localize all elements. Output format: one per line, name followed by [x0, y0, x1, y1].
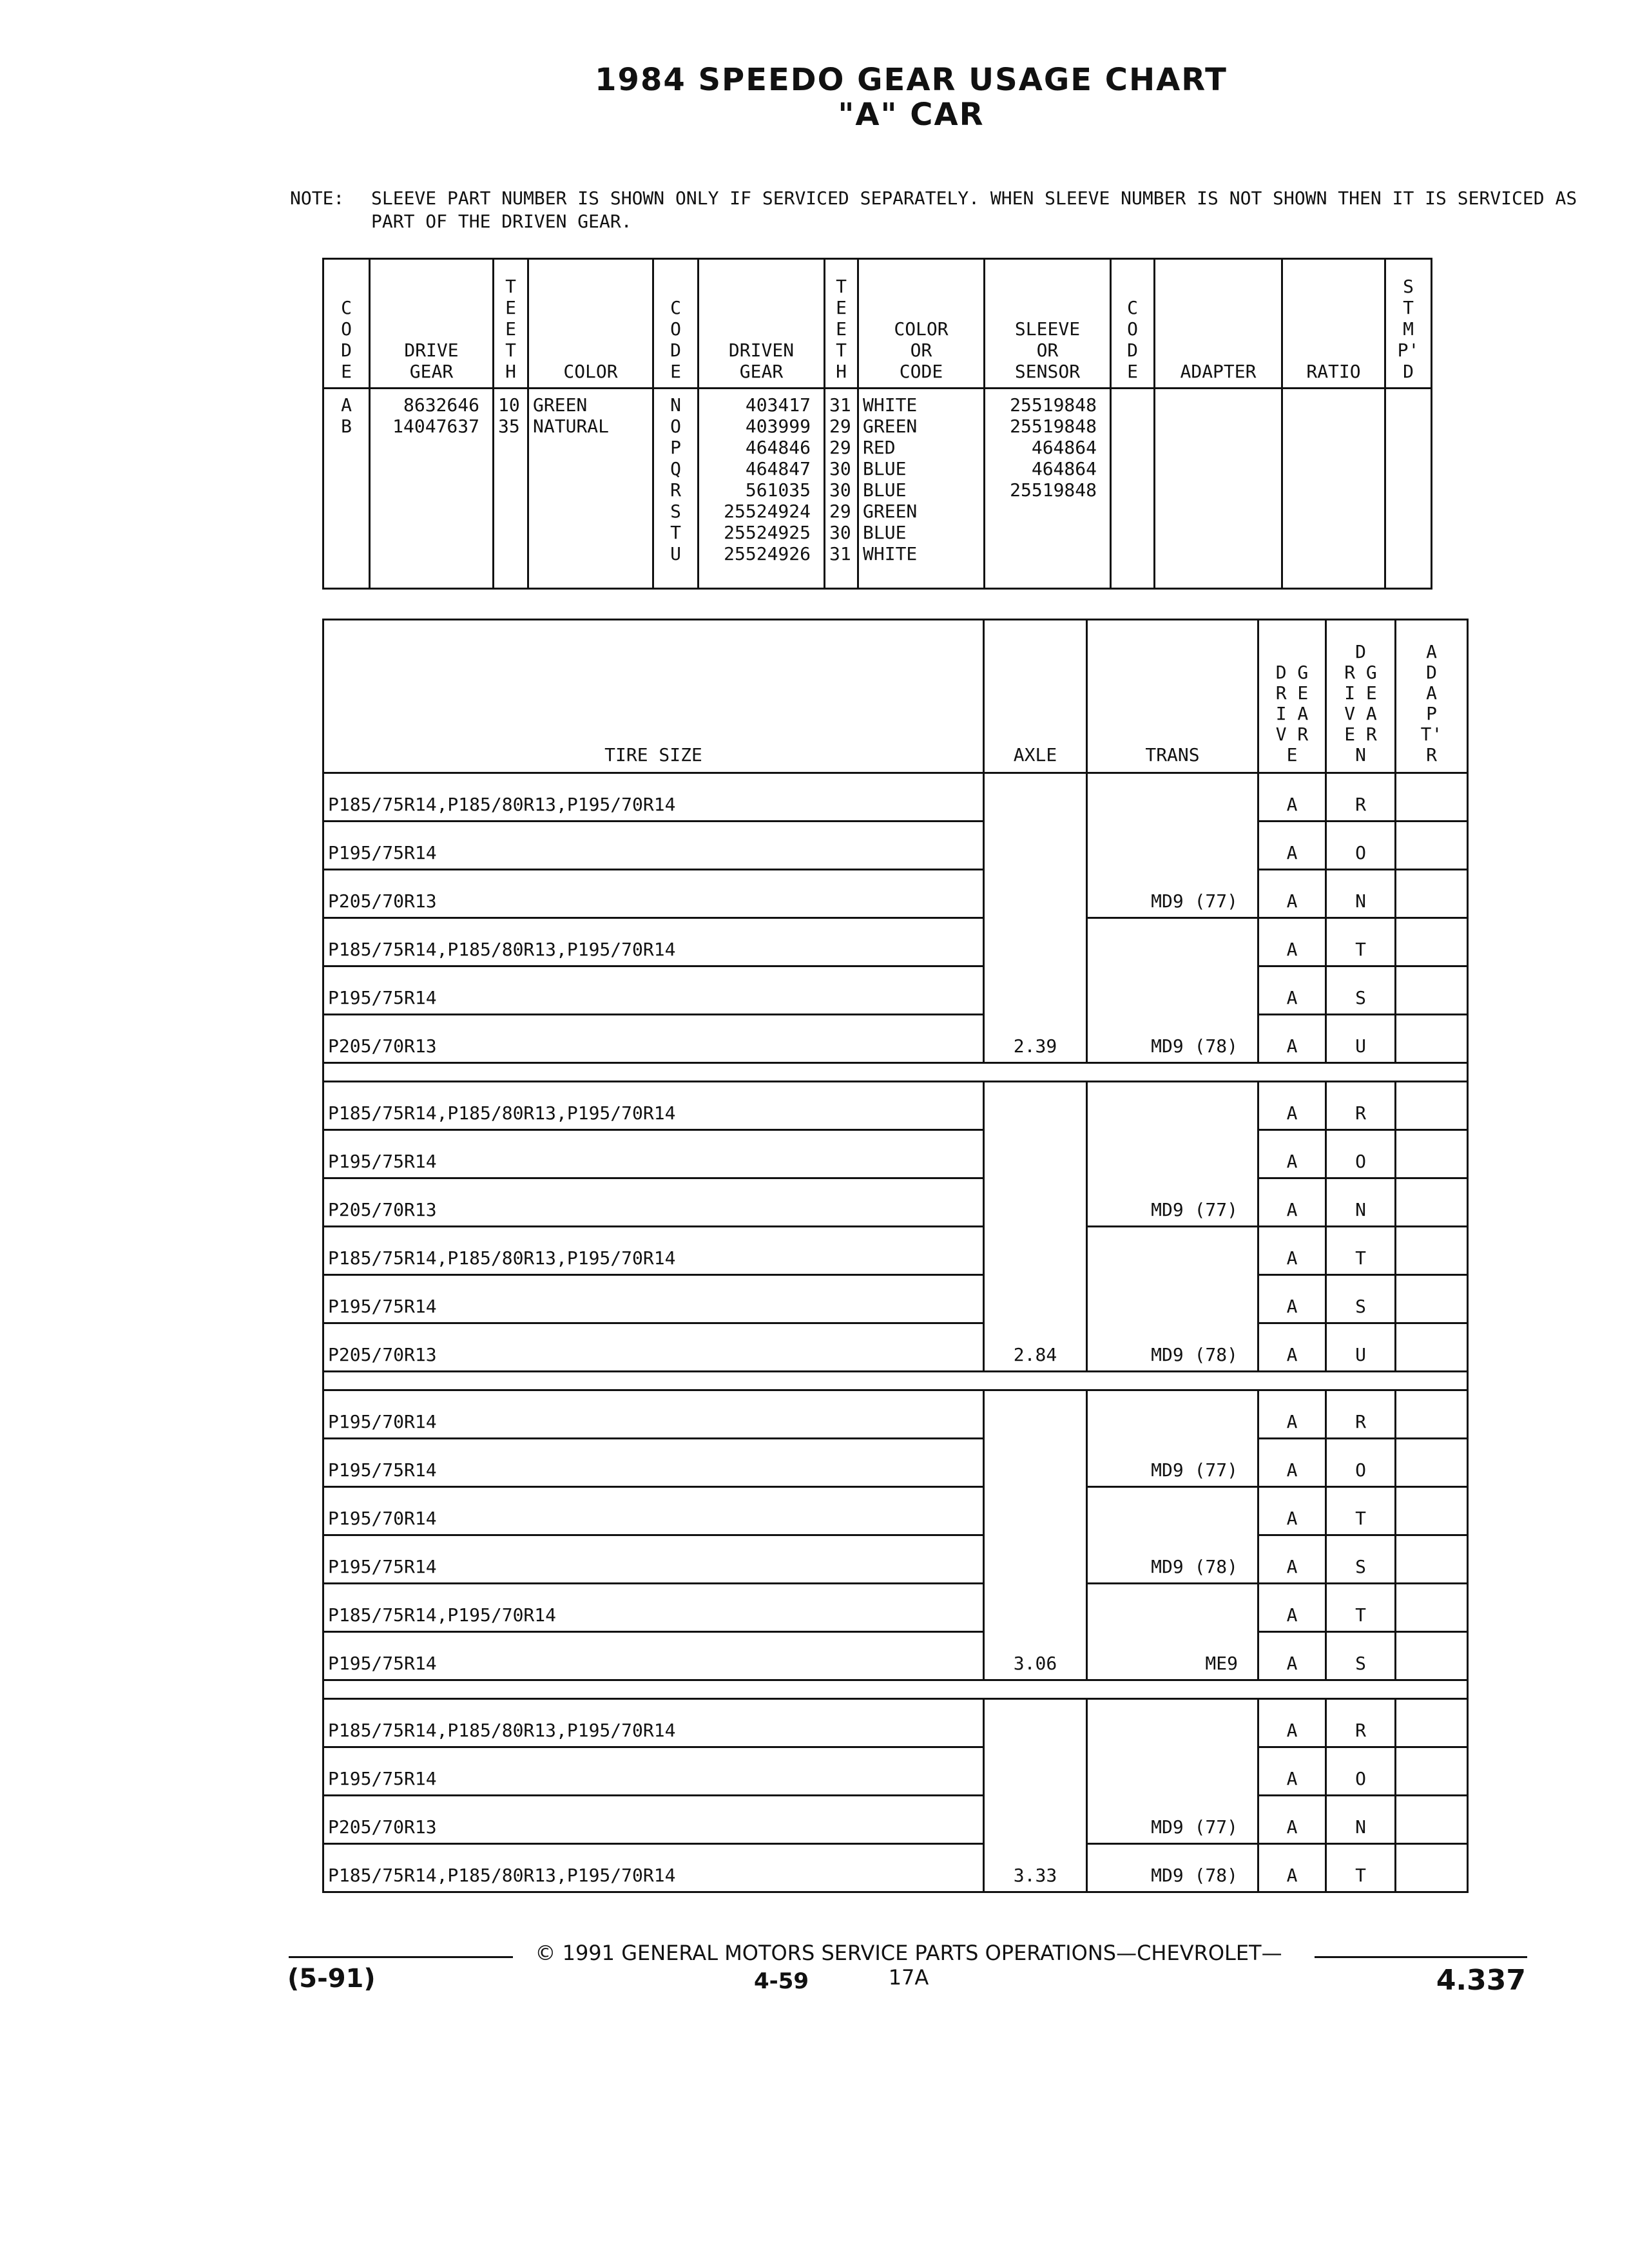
- list-entry: T': [1420, 724, 1443, 745]
- list-entry: 464864: [1031, 458, 1097, 479]
- empty-adapter: [1155, 389, 1282, 589]
- list-entry: COLOR: [894, 318, 949, 340]
- usage-row: [323, 1439, 1468, 1487]
- usage-row: [323, 1796, 1468, 1844]
- list-entry: GREEN: [533, 394, 588, 416]
- list-entry: E: [836, 318, 847, 340]
- list-entry: 25519848: [1010, 394, 1097, 416]
- driven-gear-cell: S: [1326, 1535, 1396, 1584]
- driven-gear-cell: U: [1326, 1323, 1396, 1372]
- tire-size-cell: P195/75R14: [323, 1632, 984, 1680]
- list-entry: T: [670, 522, 681, 543]
- list-entry: H: [836, 361, 847, 382]
- empty-ratio: [1282, 389, 1385, 589]
- list-entry: 29: [829, 501, 851, 522]
- list-entry: OR: [910, 340, 932, 361]
- trans-cell: MD9 (78): [1087, 918, 1258, 1063]
- list-entry: 464847: [745, 458, 811, 479]
- list-entry: GEAR: [409, 361, 454, 382]
- adapter-cell: [1396, 1747, 1468, 1796]
- list-entry: U: [670, 543, 681, 564]
- list-entry: A: [341, 394, 352, 416]
- list-entry: R G: [1344, 662, 1377, 683]
- trans-cell: MD9 (78): [1087, 1487, 1258, 1584]
- usage-row: [323, 1082, 1468, 1130]
- adapter-cell: [1396, 1227, 1468, 1275]
- list-entry: RED: [863, 437, 896, 458]
- list-entry: B: [341, 416, 352, 437]
- usage-row: [323, 1178, 1468, 1227]
- gear-table: [322, 258, 1432, 590]
- adapter-cell: [1396, 1487, 1468, 1535]
- list-entry: WHITE: [863, 543, 918, 564]
- drive-gear-cell: A: [1258, 1747, 1326, 1796]
- list-entry: 30: [829, 479, 851, 501]
- header-sleeve-or-sensor: [985, 259, 1111, 389]
- driven-gear-cell: N: [1326, 870, 1396, 918]
- list-entry: H: [505, 361, 516, 382]
- list-entry: 561035: [745, 479, 811, 501]
- drive-gear-cell: A: [1258, 870, 1326, 918]
- footer-rule-right: [1315, 1956, 1527, 1958]
- trans-cell: MD9 (77): [1087, 773, 1258, 918]
- list-entry: D: [341, 340, 352, 361]
- tire-size-cell: P185/75R14,P185/80R13,P195/70R14: [323, 1227, 984, 1275]
- list-entry: OR: [1036, 340, 1059, 361]
- adapter-cell: [1396, 918, 1468, 966]
- list-entry: O: [670, 318, 681, 340]
- usage-row: [323, 870, 1468, 918]
- tire-size-cell: P185/75R14,P185/80R13,P195/70R14: [323, 1082, 984, 1130]
- tire-size-cell: P195/75R14: [323, 1275, 984, 1323]
- list-entry: D: [670, 340, 681, 361]
- drive-gear-cell: A: [1258, 1584, 1326, 1632]
- list-entry: E: [341, 361, 352, 382]
- drive-teeth: [494, 389, 528, 589]
- usage-row: [323, 1487, 1468, 1535]
- trans-cell: MD9 (78): [1087, 1844, 1258, 1892]
- driven-gear-cell: R: [1326, 1390, 1396, 1439]
- header-stmpd: [1385, 259, 1432, 389]
- adapter-cell: [1396, 1082, 1468, 1130]
- driven-gear-cell: R: [1326, 773, 1396, 822]
- driven-colors: [858, 389, 985, 589]
- sleeves: [985, 389, 1111, 589]
- driven-gear-cell: N: [1326, 1178, 1396, 1227]
- list-entry: BLUE: [863, 458, 907, 479]
- drive-gear-cell: A: [1258, 1015, 1326, 1063]
- tire-size-cell: P195/70R14: [323, 1487, 984, 1535]
- drive-gear-cell: A: [1258, 1796, 1326, 1844]
- list-entry: V R: [1275, 724, 1309, 745]
- list-entry: DRIVE: [404, 340, 459, 361]
- group-separator: [323, 1372, 1468, 1390]
- list-entry: ADAPTER: [1180, 361, 1257, 382]
- list-entry: T: [1403, 297, 1414, 318]
- footer-rule-left: [289, 1956, 513, 1958]
- usage-row: [323, 966, 1468, 1015]
- drive-gear-cell: A: [1258, 1390, 1326, 1439]
- tire-size-cell: P205/70R13: [323, 1796, 984, 1844]
- drive-colors: [528, 389, 653, 589]
- header-ratio: [1282, 259, 1385, 389]
- driven-gear-cell: R: [1326, 1082, 1396, 1130]
- driven-gear-cell: N: [1326, 1796, 1396, 1844]
- driven-gear-cell: U: [1326, 1015, 1396, 1063]
- list-entry: BLUE: [863, 522, 907, 543]
- list-entry: D: [1127, 340, 1138, 361]
- tire-size-cell: P195/75R14: [323, 1439, 984, 1487]
- trans-cell: MD9 (77): [1087, 1082, 1258, 1227]
- list-entry: 30: [829, 458, 851, 479]
- list-entry: GREEN: [863, 501, 918, 522]
- adapter-cell: [1396, 1390, 1468, 1439]
- list-entry: O: [1127, 318, 1138, 340]
- tire-size-cell: P195/75R14: [323, 966, 984, 1015]
- header-driven-gear: [699, 259, 825, 389]
- list-entry: N: [1355, 744, 1366, 765]
- adapter-cell: [1396, 1535, 1468, 1584]
- tire-size-cell: P195/75R14: [323, 1535, 984, 1584]
- axle-cell: 2.84: [984, 1082, 1087, 1372]
- usage-row: [323, 1747, 1468, 1796]
- list-entry: 464864: [1031, 437, 1097, 458]
- adapter-cell: [1396, 1015, 1468, 1063]
- footer-section-number: 4.337: [1436, 1964, 1526, 1997]
- driven-gear-cell: O: [1326, 1747, 1396, 1796]
- tire-size-cell: P205/70R13: [323, 870, 984, 918]
- header-code: [323, 259, 370, 389]
- driven-gear-cell: O: [1326, 1439, 1396, 1487]
- drive-gear-cell: A: [1258, 1699, 1326, 1747]
- list-entry: C: [1127, 297, 1138, 318]
- list-entry: COLOR: [563, 361, 618, 382]
- note-label: NOTE:: [290, 187, 345, 209]
- group-separator: [323, 1680, 1468, 1699]
- drive-gear-cell: A: [1258, 1632, 1326, 1680]
- driven-gear-cell: T: [1326, 1584, 1396, 1632]
- list-entry: A: [1426, 682, 1437, 704]
- list-entry: T: [505, 340, 516, 361]
- drive-gear-cell: A: [1258, 822, 1326, 870]
- driven-gear-cell: T: [1326, 1227, 1396, 1275]
- usage-table: [322, 619, 1469, 1893]
- list-entry: E R: [1344, 724, 1377, 745]
- list-entry: A: [1426, 641, 1437, 662]
- list-entry: 10: [498, 394, 520, 416]
- footer-copyright: © 1991 GENERAL MOTORS SERVICE PARTS OPERATIONS—CHEVROLET—17A: [535, 1941, 1282, 1990]
- usage-row: [323, 1275, 1468, 1323]
- list-entry: M: [1403, 318, 1414, 340]
- tire-size-cell: P205/70R13: [323, 1178, 984, 1227]
- list-entry: C: [670, 297, 681, 318]
- list-entry: 25524924: [724, 501, 811, 522]
- list-entry: I E: [1344, 682, 1377, 704]
- list-entry: Q: [670, 458, 681, 479]
- page-title: 1984 SPEEDO GEAR USAGE CHART: [595, 62, 1228, 98]
- driven-gear-cell: R: [1326, 1699, 1396, 1747]
- trans-cell: ME9: [1087, 1584, 1258, 1680]
- gear-table-header: [323, 259, 1432, 389]
- separator-cell: [323, 1680, 1468, 1699]
- tire-size-cell: P205/70R13: [323, 1323, 984, 1372]
- list-entry: T: [836, 340, 847, 361]
- tire-size-cell: P205/70R13: [323, 1015, 984, 1063]
- note-text: SLEEVE PART NUMBER IS SHOWN ONLY IF SERVICED SEPARATELY. WHEN SLEEVE NUMBER IS NOT SHOWN THEN IT IS SERVICED AS PART OF THE DRIVEN GEAR.: [371, 187, 1577, 232]
- tire-size-cell: P185/75R14,P185/80R13,P195/70R14: [323, 773, 984, 822]
- gear-table-body: [323, 389, 1432, 589]
- list-entry: 30: [829, 522, 851, 543]
- usage-row: [323, 1015, 1468, 1063]
- list-entry: O: [670, 416, 681, 437]
- list-entry: 403417: [745, 394, 811, 416]
- list-entry: 25519848: [1010, 479, 1097, 501]
- drive-gear-cell: A: [1258, 1323, 1326, 1372]
- list-entry: WHITE: [863, 394, 918, 416]
- list-entry: RATIO: [1306, 361, 1361, 382]
- header-driven-gear: [1326, 620, 1396, 773]
- adapter-cell: [1396, 822, 1468, 870]
- driven-gear-cell: S: [1326, 1275, 1396, 1323]
- usage-row: [323, 1632, 1468, 1680]
- list-entry: T: [505, 276, 516, 297]
- usage-row: [323, 1699, 1468, 1747]
- usage-row: [323, 1535, 1468, 1584]
- empty-stmpd: [1385, 389, 1432, 589]
- list-entry: C: [341, 297, 352, 318]
- driven-teeth: [825, 389, 858, 589]
- drive-gear-cell: A: [1258, 1227, 1326, 1275]
- list-entry: SENSOR: [1014, 361, 1081, 382]
- usage-row: [323, 1227, 1468, 1275]
- tire-size-cell: P185/75R14,P195/70R14: [323, 1584, 984, 1632]
- header-adapter: [1396, 620, 1468, 773]
- header-adapter: [1155, 259, 1282, 389]
- adapter-cell: [1396, 1632, 1468, 1680]
- tire-size-cell: P185/75R14,P185/80R13,P195/70R14: [323, 1844, 984, 1892]
- axle-cell: 2.39: [984, 773, 1087, 1063]
- tire-size-cell: P185/75R14,P185/80R13,P195/70R14: [323, 1699, 984, 1747]
- list-entry: R: [1426, 744, 1437, 765]
- list-entry: N: [670, 394, 681, 416]
- list-entry: S: [1403, 276, 1414, 297]
- list-entry: GREEN: [863, 416, 918, 437]
- header-color-or-code: [858, 259, 985, 389]
- footer-page-number: 4-59: [754, 1968, 809, 1994]
- list-entry: E: [1127, 361, 1138, 382]
- driven-gear-cell: S: [1326, 1632, 1396, 1680]
- usage-row: [323, 1390, 1468, 1439]
- list-entry: 8632646: [403, 394, 479, 416]
- list-entry: V A: [1344, 703, 1377, 724]
- driven-gear-cell: T: [1326, 918, 1396, 966]
- list-entry: GEAR: [739, 361, 784, 382]
- empty-code-3: [1111, 389, 1155, 589]
- list-entry: R E: [1275, 682, 1309, 704]
- adapter-cell: [1396, 870, 1468, 918]
- drive-gears: [370, 389, 494, 589]
- list-entry: D G: [1275, 662, 1309, 683]
- usage-row: [323, 1584, 1468, 1632]
- adapter-cell: [1396, 1796, 1468, 1844]
- list-entry: 25524926: [724, 543, 811, 564]
- trans-cell: MD9 (77): [1087, 1390, 1258, 1487]
- separator-cell: [323, 1372, 1468, 1390]
- list-entry: SLEEVE: [1014, 318, 1081, 340]
- list-entry: E: [505, 297, 516, 318]
- tire-size-cell: P195/75R14: [323, 1747, 984, 1796]
- list-entry: E: [505, 318, 516, 340]
- drive-gear-cell: A: [1258, 1439, 1326, 1487]
- usage-row: [323, 1844, 1468, 1892]
- driven-gear-cell: O: [1326, 1130, 1396, 1178]
- adapter-cell: [1396, 1275, 1468, 1323]
- list-entry: E: [670, 361, 681, 382]
- drive-gear-cell: A: [1258, 773, 1326, 822]
- list-entry: DRIVEN: [728, 340, 795, 361]
- list-entry: 464846: [745, 437, 811, 458]
- list-entry: E: [836, 297, 847, 318]
- driven-gears: [699, 389, 825, 589]
- list-entry: T: [836, 276, 847, 297]
- usage-row: [323, 1323, 1468, 1372]
- list-entry: 35: [498, 416, 520, 437]
- drive-gear-cell: A: [1258, 966, 1326, 1015]
- trans-cell: MD9 (77): [1087, 1699, 1258, 1844]
- list-entry: 29: [829, 437, 851, 458]
- tire-size-cell: P185/75R14,P185/80R13,P195/70R14: [323, 918, 984, 966]
- adapter-cell: [1396, 1130, 1468, 1178]
- adapter-cell: [1396, 1323, 1468, 1372]
- adapter-cell: [1396, 1439, 1468, 1487]
- usage-table-header: [323, 620, 1468, 773]
- list-entry: CODE: [899, 361, 943, 382]
- driven-gear-cell: S: [1326, 966, 1396, 1015]
- tire-size-cell: P195/70R14: [323, 1390, 984, 1439]
- list-entry: O: [341, 318, 352, 340]
- drive-gear-cell: A: [1258, 1178, 1326, 1227]
- driven-gear-cell: T: [1326, 1487, 1396, 1535]
- header-color: [528, 259, 653, 389]
- drive-gear-cell: A: [1258, 1487, 1326, 1535]
- separator-cell: [323, 1063, 1468, 1082]
- group-separator: [323, 1063, 1468, 1082]
- list-entry: 25519848: [1010, 416, 1097, 437]
- list-entry: I A: [1275, 703, 1309, 724]
- adapter-cell: [1396, 1584, 1468, 1632]
- driven-gear-cell: O: [1326, 822, 1396, 870]
- adapter-cell: [1396, 773, 1468, 822]
- drive-gear-cell: A: [1258, 1082, 1326, 1130]
- driven-codes: [653, 389, 699, 589]
- header-drive-gear: [1258, 620, 1326, 773]
- list-entry: NATURAL: [533, 416, 610, 437]
- drive-codes: [323, 389, 370, 589]
- list-entry: D: [1426, 662, 1437, 683]
- page-subtitle: "A" CAR: [838, 97, 985, 133]
- drive-gear-cell: A: [1258, 1275, 1326, 1323]
- usage-row: [323, 1130, 1468, 1178]
- adapter-cell: [1396, 1699, 1468, 1747]
- header-teeth: [494, 259, 528, 389]
- list-entry: D: [1403, 361, 1414, 382]
- usage-row: [323, 822, 1468, 870]
- axle-cell: 3.06: [984, 1390, 1087, 1680]
- driven-gear-cell: T: [1326, 1844, 1396, 1892]
- list-entry: P: [670, 437, 681, 458]
- list-entry: 14047637: [392, 416, 479, 437]
- adapter-cell: [1396, 1178, 1468, 1227]
- adapter-cell: [1396, 966, 1468, 1015]
- list-entry: BLUE: [863, 479, 907, 501]
- list-entry: 29: [829, 416, 851, 437]
- list-entry: S: [670, 501, 681, 522]
- drive-gear-cell: A: [1258, 1130, 1326, 1178]
- usage-row: [323, 918, 1468, 966]
- trans-cell: MD9 (78): [1087, 1227, 1258, 1372]
- adapter-cell: [1396, 1844, 1468, 1892]
- list-entry: R: [670, 479, 681, 501]
- list-entry: P: [1426, 703, 1437, 724]
- tire-size-cell: P195/75R14: [323, 822, 984, 870]
- list-entry: 31: [829, 394, 851, 416]
- header-teeth-2: [825, 259, 858, 389]
- list-entry: 403999: [745, 416, 811, 437]
- list-entry: 31: [829, 543, 851, 564]
- header-tire-size: TIRE SIZE: [323, 620, 984, 773]
- list-entry: 25524925: [724, 522, 811, 543]
- list-entry: P': [1397, 340, 1420, 361]
- header-axle: AXLE: [984, 620, 1087, 773]
- drive-gear-cell: A: [1258, 918, 1326, 966]
- axle-cell: 3.33: [984, 1699, 1087, 1892]
- drive-gear-cell: A: [1258, 1844, 1326, 1892]
- usage-row: [323, 773, 1468, 822]
- list-entry: E: [1286, 744, 1298, 765]
- drive-gear-cell: A: [1258, 1535, 1326, 1584]
- header-code-2: [653, 259, 699, 389]
- header-drive-gear: [370, 259, 494, 389]
- header-code-3: [1111, 259, 1155, 389]
- header-trans: TRANS: [1087, 620, 1258, 773]
- tire-size-cell: P195/75R14: [323, 1130, 984, 1178]
- list-entry: D: [1355, 641, 1366, 662]
- footer-date: (5-91): [287, 1964, 376, 1994]
